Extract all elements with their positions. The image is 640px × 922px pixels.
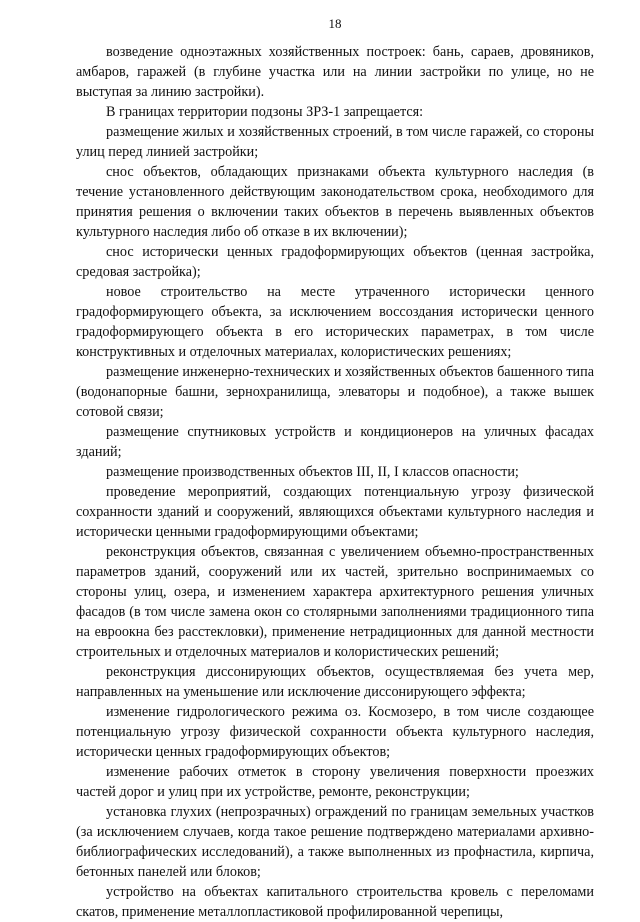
paragraph: размещение инженерно-технических и хозяйственных объектов башенного типа (водонапорные башни, зернохранилища, элеваторы и подобное), а также вышек сотовой связи; bbox=[76, 364, 594, 420]
paragraph: В границах территории подзоны ЗРЗ-1 запрещается: bbox=[106, 104, 424, 120]
paragraph: новое строительство на месте утраченного исторически ценного градоформирующего объекта, за исключением воссоздания исторически ценного градоформирующего объекта в его исторических параметрах, в том числе конструктивных и отделочных материалах, колористических решениях; bbox=[76, 284, 594, 360]
paragraph: снос объектов, обладающих признаками объекта культурного наследия (в течение установленного действующим законодательством срока, необходимого для принятия решения о включении таких объектов в перечень выявленных объектов культурного наследия либо об отказе в их включении); bbox=[76, 164, 594, 240]
body-text bbox=[76, 42, 594, 922]
paragraph: установка глухих (непрозрачных) ограждений по границам земельных участков (за исключением случаев, когда такое решение подтверждено материалами архивно-библиографических исследований), а также выполненных из профнастила, кирпича, бетонных панелей или блоков; bbox=[76, 804, 594, 880]
paragraph: снос исторически ценных градоформирующих объектов (ценная застройка, средовая застройка); bbox=[76, 244, 594, 280]
page-number: 18 bbox=[328, 16, 342, 31]
paragraph: устройство на объектах капитального строительства кровель с переломами скатов, применение металлопластиковой профилированной черепицы, bbox=[76, 884, 594, 920]
paragraph: размещение производственных объектов III, II, I классов опасности; bbox=[106, 464, 519, 480]
paragraph: реконструкция диссонирующих объектов, осуществляемая без учета мер, направленных на уменьшение или исключение диссонирующего эффекта; bbox=[76, 664, 594, 700]
paragraph: возведение одноэтажных хозяйственных построек: бань, сараев, дровяников, амбаров, гаражей (в глубине участка или на линии застройки по улице, но не выступая за линию застройки). bbox=[76, 44, 594, 100]
paragraph: реконструкция объектов, связанная с увеличением объемно-пространственных параметров зданий, сооружений или их частей, зрительно воспринимаемых со стороны улиц, озера, и изменением характера архитектурного решения уличных фасадов (в том числе замена окон со столярными заполнениями традиционного типа на евроокна без расстекловки), применение нетрадиционных для данной местности строительных и отделочных материалов и колористических решений; bbox=[76, 544, 594, 660]
paragraph: изменение гидрологического режима оз. Космозеро, в том числе создающее потенциальную угрозу физической сохранности объекта культурного наследия, исторически ценных градоформирующих объектов; bbox=[76, 704, 594, 760]
paragraph: размещение спутниковых устройств и кондиционеров на уличных фасадах зданий; bbox=[76, 424, 594, 460]
paragraph: проведение мероприятий, создающих потенциальную угрозу физической сохранности зданий и сооружений, являющихся объектами культурного наследия и исторически ценными градоформирующими объектами; bbox=[76, 484, 594, 540]
paragraph: размещение жилых и хозяйственных строений, в том числе гаражей, со стороны улиц перед линией застройки; bbox=[76, 124, 594, 160]
paragraph: изменение рабочих отметок в сторону увеличения поверхности проезжих частей дорог и улиц при их устройстве, ремонте, реконструкции; bbox=[76, 764, 594, 800]
